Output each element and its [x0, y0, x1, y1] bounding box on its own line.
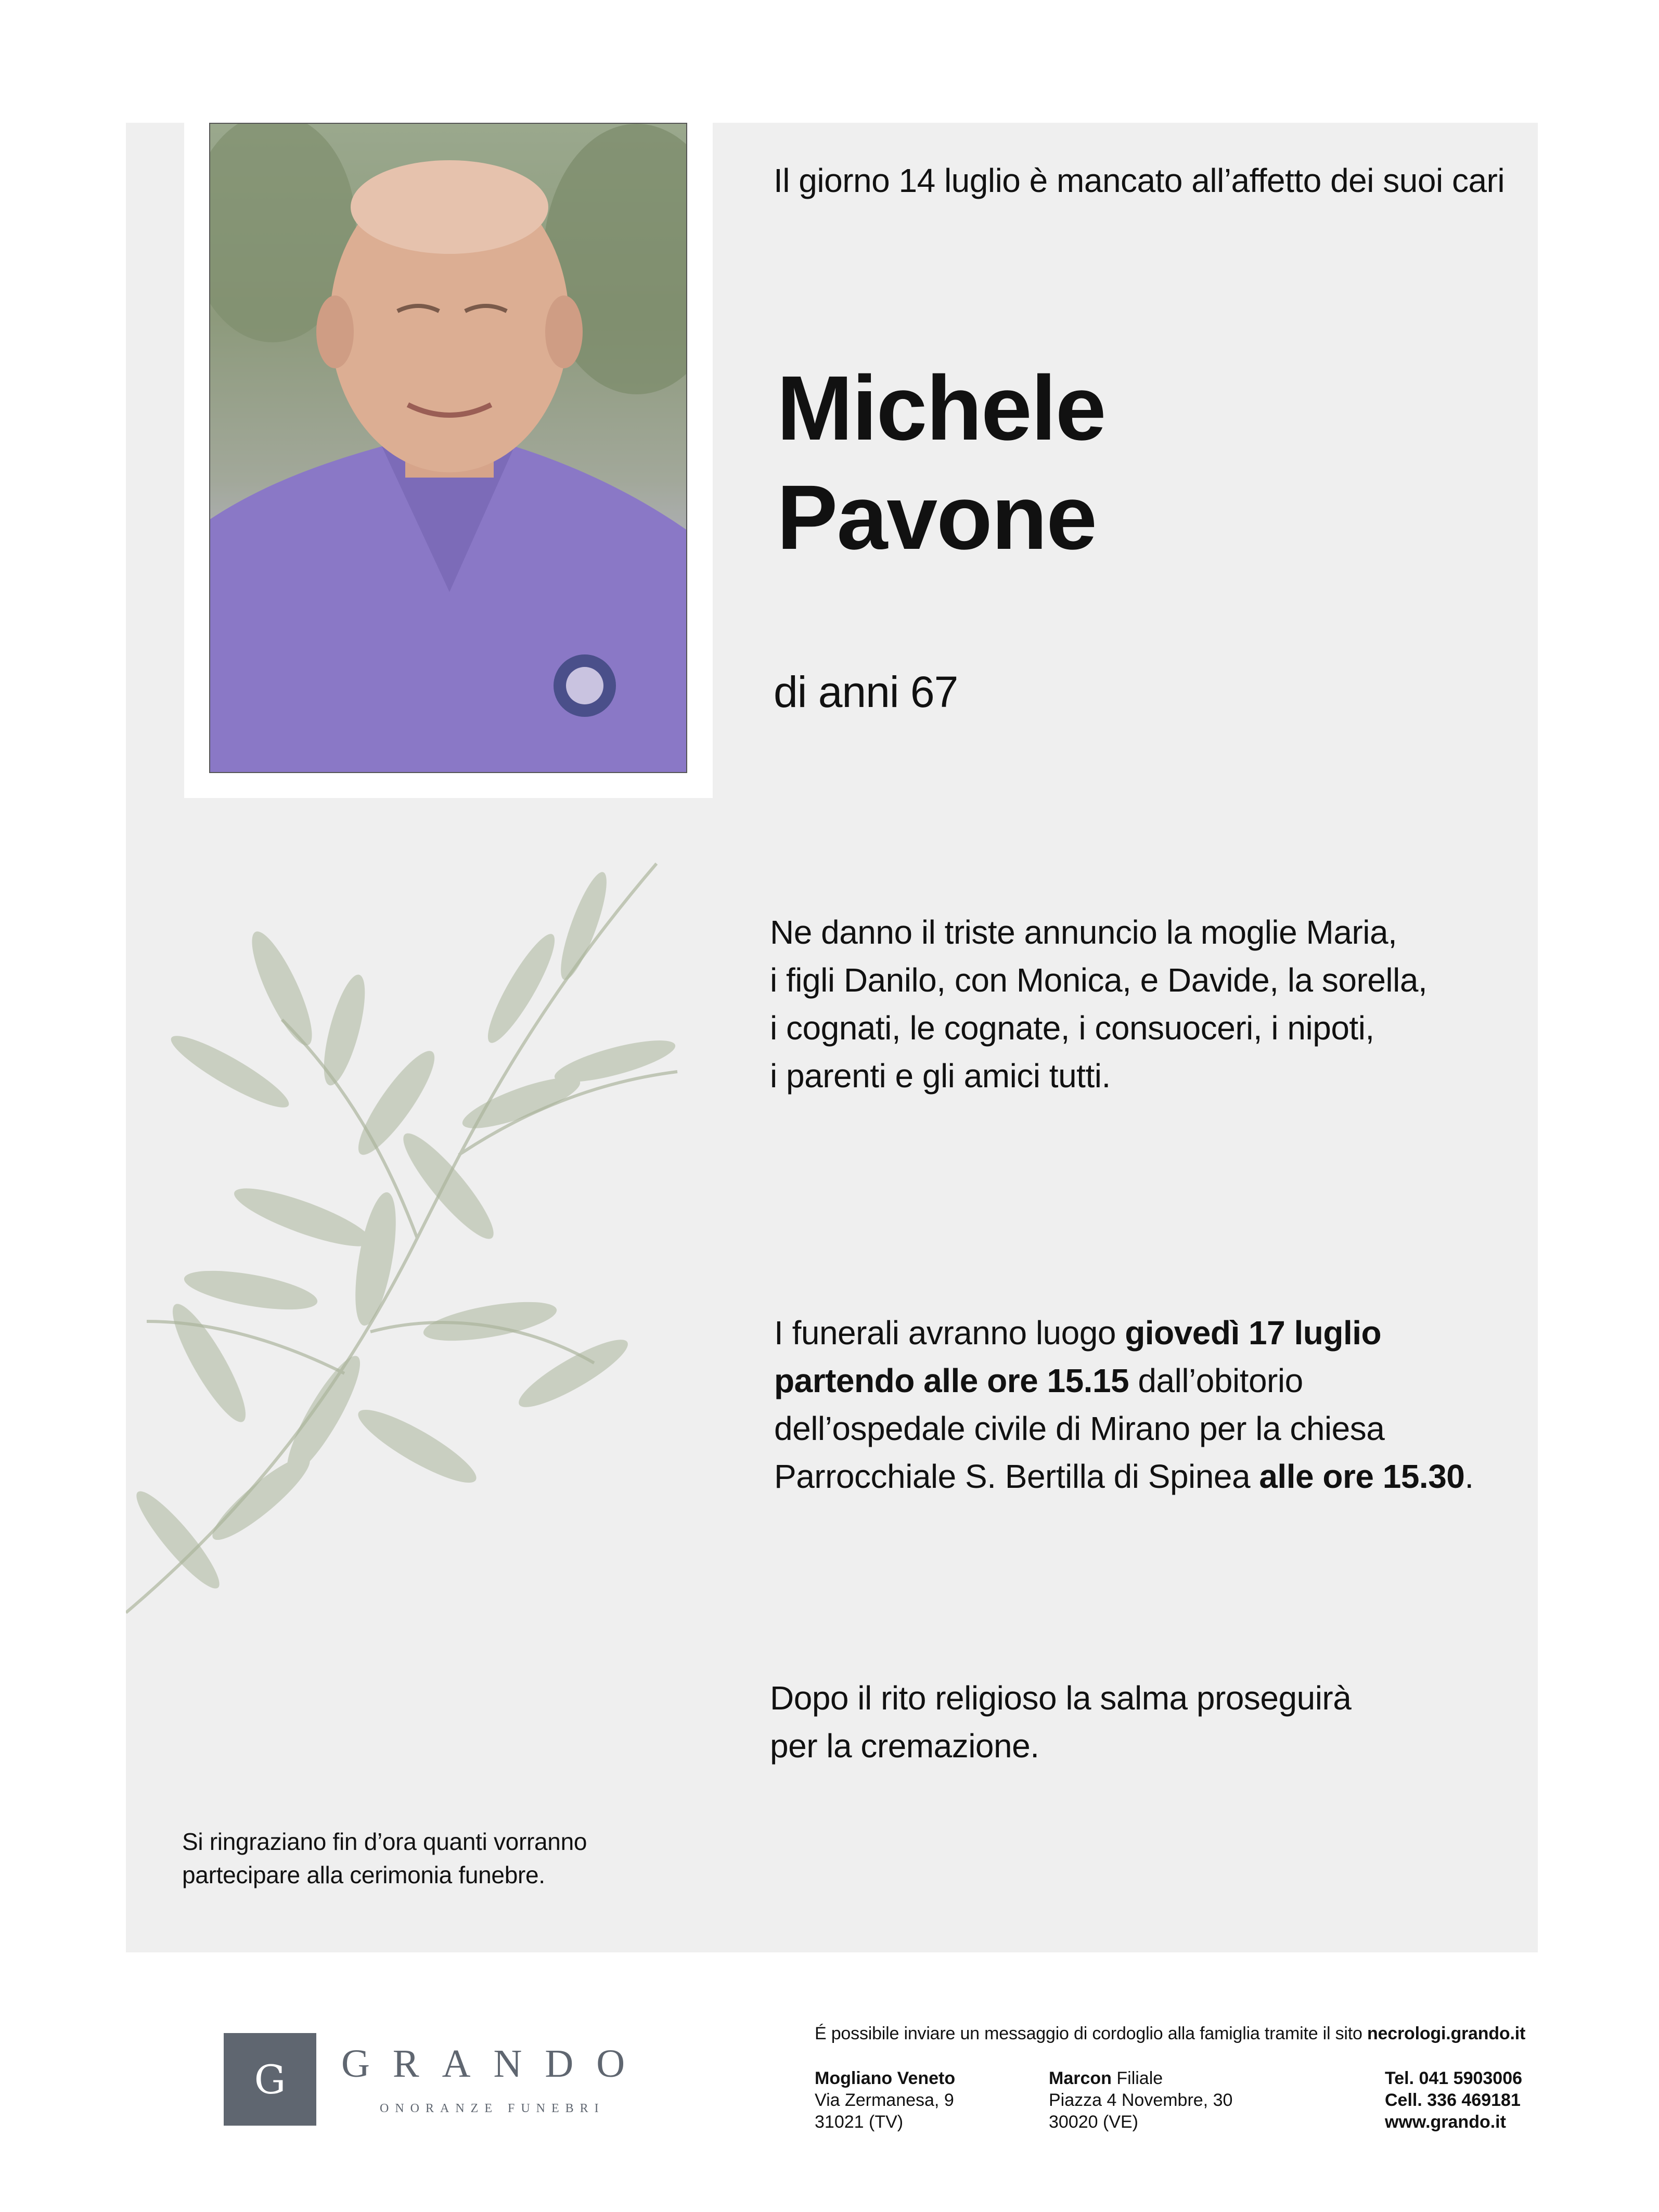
grando-logo-tagline: ONORANZE FUNEBRI — [380, 2102, 605, 2115]
office-mogliano — [815, 2067, 955, 2133]
funeral-date: giovedì 17 luglio — [1125, 1314, 1382, 1352]
office-type: Filiale — [1111, 2068, 1163, 2088]
funeral-church: Parrocchiale S. Bertilla di Spinea — [774, 1458, 1259, 1495]
condolence-site-link[interactable]: necrologi.grando.it — [1367, 2024, 1526, 2043]
grando-logo-mark — [224, 2033, 316, 2126]
website-link[interactable]: www.grando.it — [1385, 2112, 1506, 2132]
portrait-photo — [209, 123, 687, 773]
office-city: Mogliano Veneto — [815, 2068, 956, 2088]
office-city: Marcon — [1049, 2068, 1112, 2088]
cremation-line: Dopo il rito religioso la salma proseguirà — [770, 1679, 1352, 1717]
funeral-text: dell’ospedale civile di Mirano per la chiesa — [774, 1410, 1385, 1447]
thanks-note — [182, 1825, 587, 1892]
office-street: Piazza 4 Novembre, 30 — [1049, 2090, 1233, 2110]
announcement-line: Ne danno il triste annuncio la moglie Maria, — [770, 914, 1397, 951]
deceased-name — [777, 354, 1105, 572]
announcement-line: i figli Danilo, con Monica, e Davide, la sorella, — [770, 961, 1427, 999]
funeral-church-time: alle ore 15.30 — [1259, 1458, 1465, 1495]
funeral-text: . — [1464, 1458, 1474, 1495]
cremation-note — [770, 1674, 1351, 1770]
funeral-text: I funerali avranno luogo — [774, 1314, 1125, 1352]
announcement-line: i parenti e gli amici tutti. — [770, 1057, 1111, 1095]
condolence-text: É possibile inviare un messaggio di cordoglio alla famiglia tramite il sito — [815, 2024, 1367, 2043]
announcement-line: i cognati, le cognate, i consuoceri, i nipoti, — [770, 1009, 1374, 1047]
mobile-number[interactable]: Cell. 336 469181 — [1385, 2090, 1521, 2110]
condolence-message — [815, 2024, 1525, 2044]
office-zip: 30020 (VE) — [1049, 2112, 1138, 2132]
office-street: Via Zermanesa, 9 — [815, 2090, 954, 2110]
phone-number[interactable]: Tel. 041 5903006 — [1385, 2068, 1523, 2088]
contact-info — [1385, 2067, 1522, 2133]
office-marcon — [1049, 2067, 1232, 2133]
thanks-line: partecipare alla cerimonia funebre. — [182, 1861, 545, 1888]
death-intro: Il giorno 14 luglio è mancato all’affetto dei suoi cari — [774, 162, 1505, 199]
cremation-line: per la cremazione. — [770, 1727, 1039, 1765]
age-text: di anni 67 — [774, 667, 958, 716]
last-name: Pavone — [777, 467, 1097, 569]
olive-branch-illustration — [126, 791, 813, 1717]
first-name: Michele — [777, 357, 1105, 459]
logo-letter: G — [254, 2056, 286, 2103]
grando-logo-wordmark: GRANDO — [341, 2042, 648, 2086]
funeral-departure-time: partendo alle ore 15.15 — [774, 1362, 1129, 1399]
thanks-line: Si ringraziano fin d’ora quanti vorranno — [182, 1828, 587, 1855]
funeral-text: dall’obitorio — [1129, 1362, 1303, 1399]
office-zip: 31021 (TV) — [815, 2112, 904, 2132]
announcement-text — [770, 908, 1427, 1100]
funeral-details — [774, 1309, 1474, 1500]
